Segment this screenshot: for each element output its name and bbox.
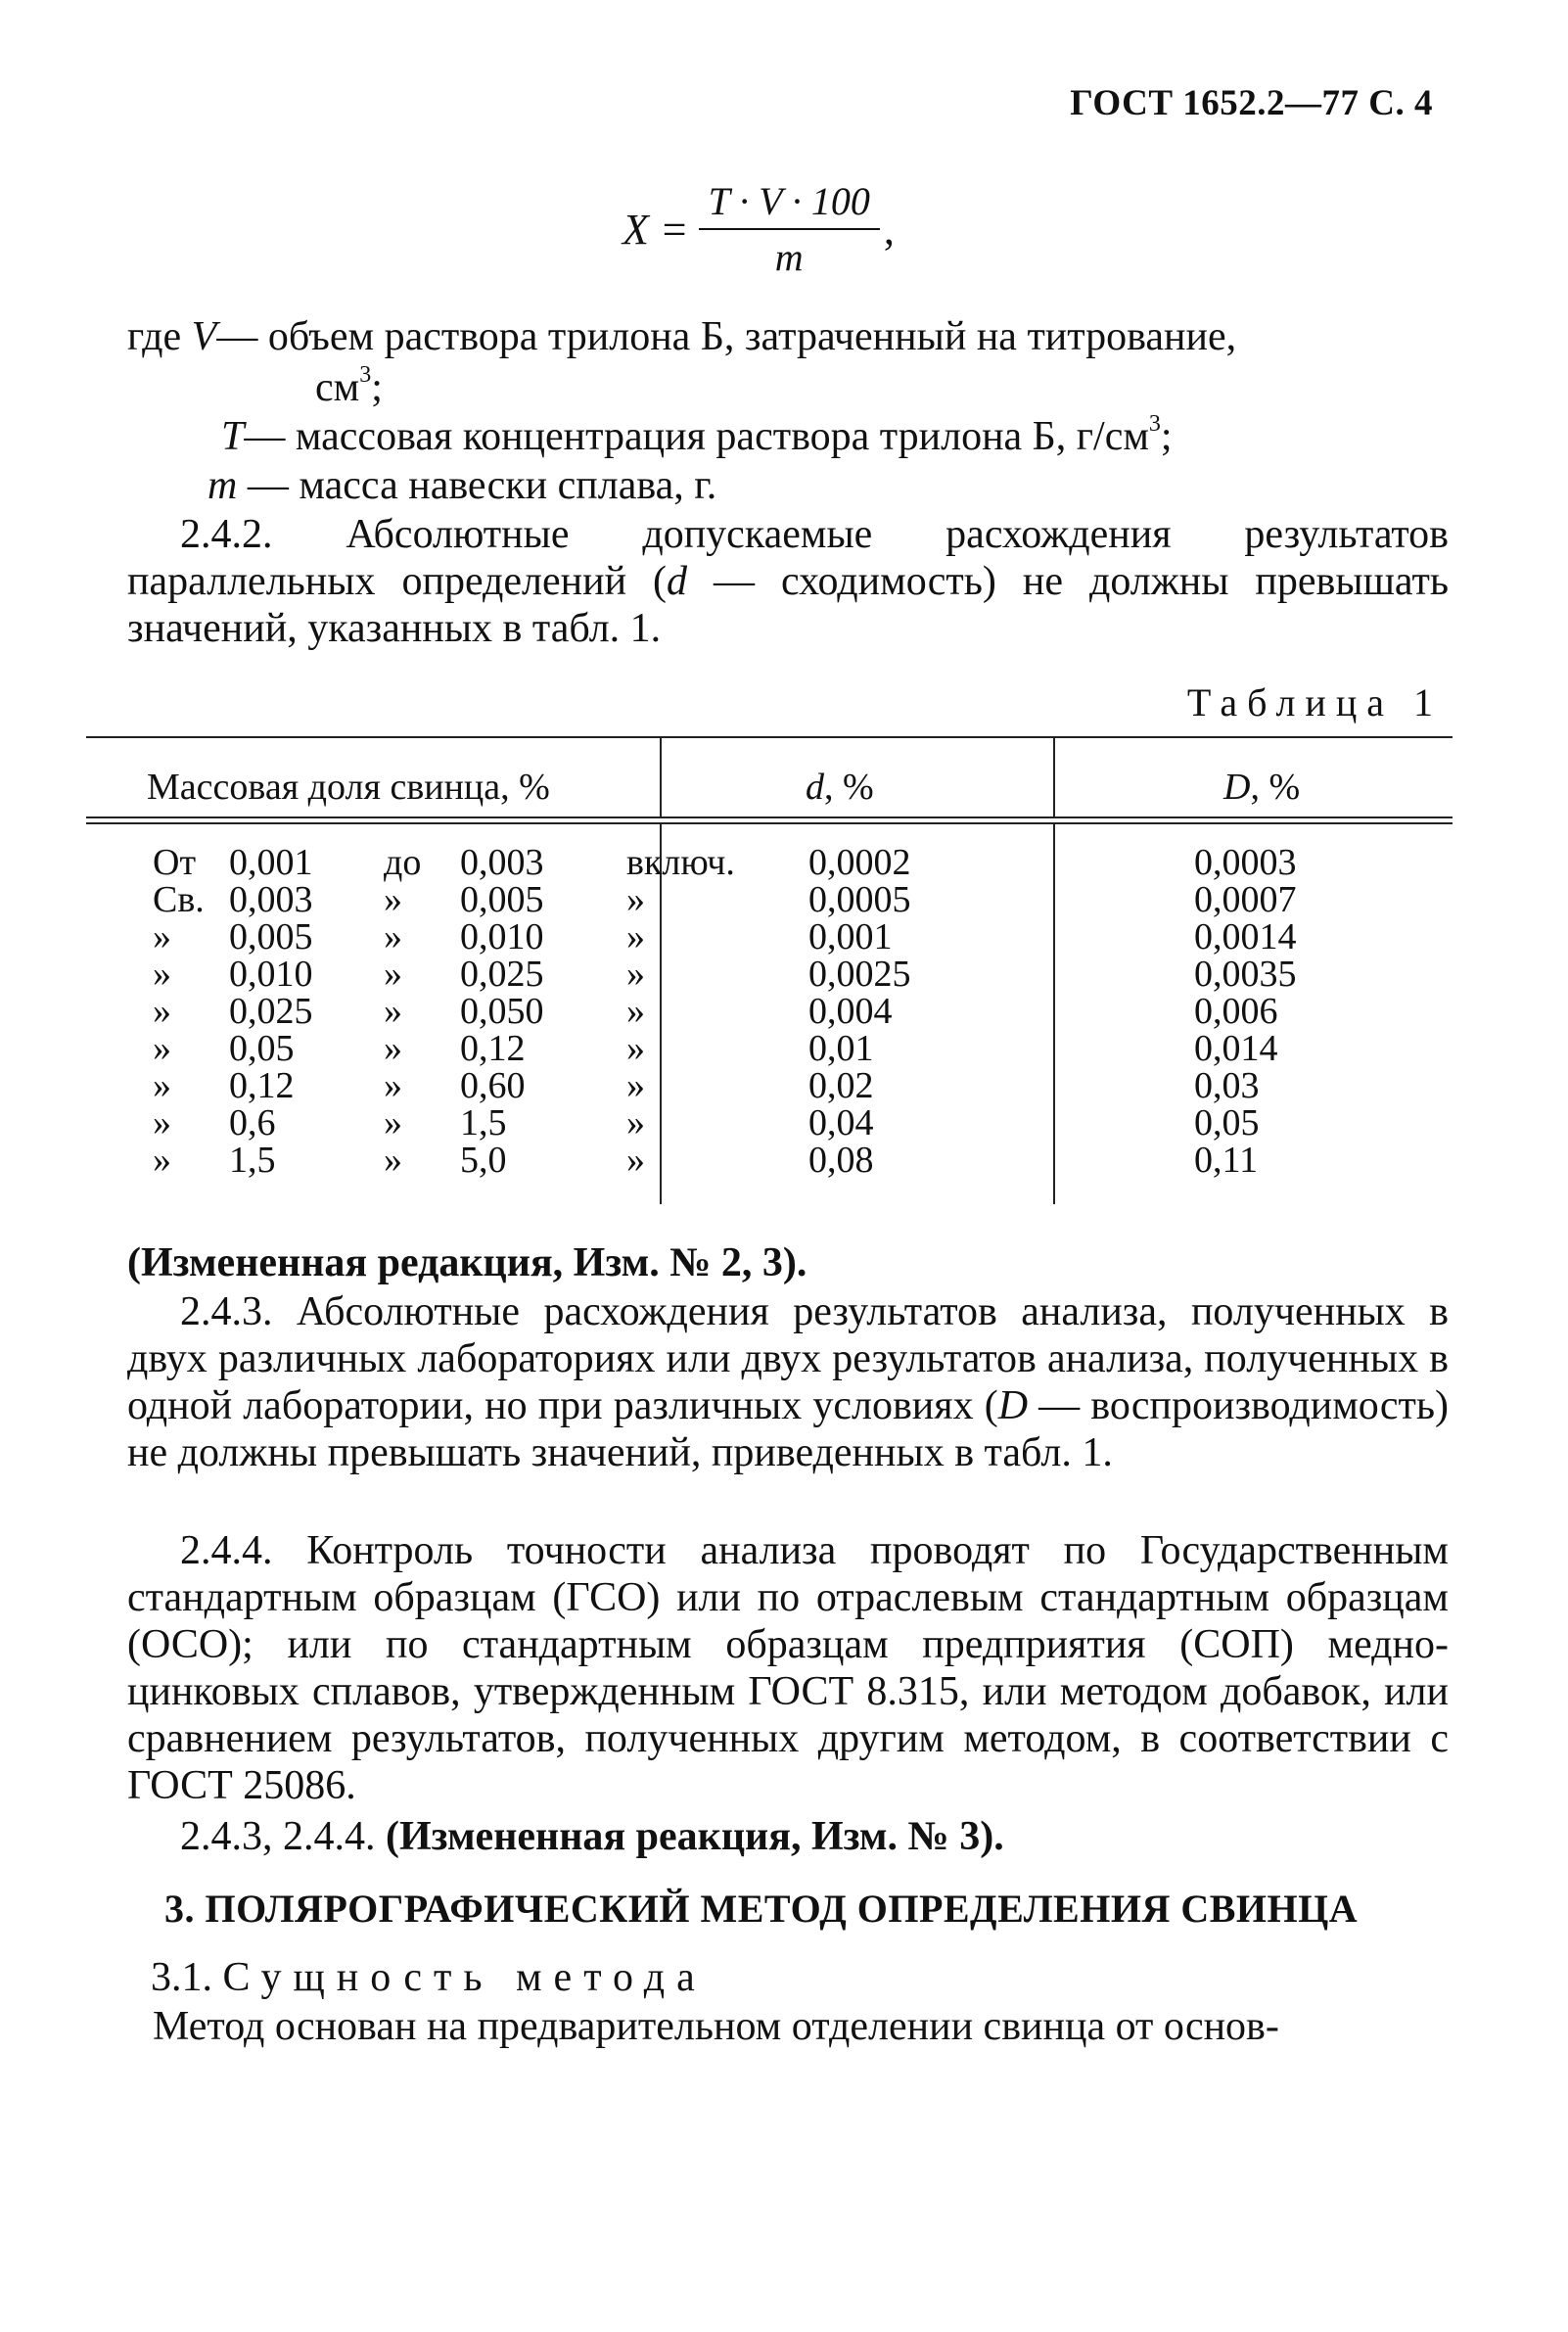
- range-end: »: [626, 991, 645, 1032]
- paragraph-2-4-4: 2.4.4. Контроль точности анализа проводят по Государственным стандартным образцам (ГСО) или по отраслевым стандартным образцам (ОСО); или по стандартным образцам предприятия (СОП) медно-цинковых сплавов, утвержденным ГОСТ 8.315, или методом добавок, или сравнением результатов, полученных другим методом, в соответствии с ГОСТ 25086.: [127, 1528, 1449, 1808]
- range-from: 0,12: [229, 1065, 295, 1106]
- range-from: 0,6: [229, 1102, 276, 1143]
- table-row-range: [153, 1142, 720, 1179]
- range-end: »: [626, 954, 645, 995]
- definition-t: T— массовая концентрация раствора трилона Б, $г/см^3$;: [221, 411, 1173, 459]
- range-mid: »: [384, 916, 402, 957]
- paragraph-3-1: Метод основан на предварительном отделении свинца от основ-: [153, 2004, 1279, 2049]
- table-cell-d: 0,01: [808, 1028, 874, 1069]
- table-cell-d: 0,0005: [808, 879, 911, 920]
- range-mid: »: [384, 991, 402, 1032]
- range-a: »: [153, 1065, 171, 1106]
- definition-dash: —: [244, 414, 286, 459]
- definition-symbol: m: [208, 463, 238, 508]
- table-header-D: D, %: [1223, 767, 1301, 808]
- table-cell-d: 0,004: [808, 991, 893, 1032]
- table-cell-D: 0,03: [1194, 1065, 1260, 1106]
- table-row-range: [153, 993, 720, 1030]
- table-cell-D: 0,05: [1194, 1102, 1260, 1143]
- table-vline-1a: [660, 736, 662, 816]
- range-from: 1,5: [229, 1140, 276, 1181]
- definition-text: объем раствора трилона Б, затраченный на титрование,: [267, 314, 1237, 359]
- range-to: 0,12: [460, 1028, 526, 1069]
- range-to: 0,005: [460, 879, 544, 920]
- range-end: включ.: [626, 842, 735, 883]
- table-column-D: [1194, 844, 1488, 1179]
- range-end: »: [626, 879, 645, 920]
- range-mid: »: [384, 954, 402, 995]
- range-end: »: [626, 1028, 645, 1069]
- table-cell-d: 0,08: [808, 1140, 874, 1181]
- range-from: 0,003: [229, 879, 313, 920]
- range-to: 0,010: [460, 916, 544, 957]
- page-header: ГОСТ 1652.2—77 С. 4: [1070, 83, 1433, 123]
- formula-denominator: m: [774, 235, 804, 279]
- range-to: 1,5: [460, 1102, 507, 1143]
- edit-note-1: (Измененная редакция, Изм. № 2, 3).: [127, 1240, 807, 1285]
- table-header-d: d, %: [806, 767, 874, 808]
- range-a: »: [153, 954, 171, 995]
- range-from: 0,025: [229, 991, 313, 1032]
- range-end: »: [626, 1102, 645, 1143]
- range-from: 0,001: [229, 842, 313, 883]
- table-header-mass-fraction: Массовая доля свинца, %: [147, 767, 550, 808]
- table-header-rule-2: [86, 822, 1453, 824]
- table-cell-D: 0,0003: [1194, 842, 1297, 883]
- range-a: »: [153, 1028, 171, 1069]
- range-mid: »: [384, 879, 402, 920]
- range-end: »: [626, 1065, 645, 1106]
- table-cell-D: 0,0007: [1194, 879, 1297, 920]
- table-column-d: [808, 844, 1102, 1179]
- range-a: »: [153, 1140, 171, 1181]
- table-cell-D: 0,11: [1194, 1140, 1259, 1181]
- range-end: »: [626, 1140, 645, 1181]
- range-from: 0,05: [229, 1028, 295, 1069]
- table-cell-D: 0,006: [1194, 991, 1278, 1032]
- range-to: 5,0: [460, 1140, 507, 1181]
- definition-symbol: V: [191, 314, 217, 359]
- definition-prefix: где: [127, 314, 182, 359]
- range-mid: »: [384, 1102, 402, 1143]
- range-a: Св.: [153, 879, 205, 920]
- definition-dash: —: [247, 463, 289, 508]
- formula-fraction: [699, 178, 880, 280]
- definition-symbol: T: [221, 414, 245, 459]
- range-from: 0,010: [229, 954, 313, 995]
- table-row-range: [153, 956, 720, 993]
- definition-text: масса навески сплава, г.: [299, 463, 717, 508]
- definition-v-continuation: $см^3$;: [315, 362, 383, 410]
- paragraph-2-4-3: 2.4.3. Абсолютные расхождения результатов анализа, полученных в двух различных лабораториях или двух результатов анализа, полученных в одной лаборатории, но при различных условиях (D — воспроизводимость) не должны превышать значений, приведенных в табл. 1.: [127, 1289, 1449, 1475]
- definition-v: [127, 313, 1236, 360]
- range-mid: »: [384, 1028, 402, 1069]
- table-caption: Таблица 1: [1186, 680, 1443, 724]
- range-a: »: [153, 991, 171, 1032]
- table-cell-d: 0,0025: [808, 954, 911, 995]
- range-a: От: [153, 842, 197, 883]
- table-row-range: [153, 1067, 720, 1104]
- formula-lhs: X =: [623, 205, 689, 254]
- table-cell-d: 0,0002: [808, 842, 911, 883]
- subsection-3-1-title: 3.1. Сущность метода: [151, 1955, 707, 2000]
- definition-dash: —: [216, 314, 258, 359]
- range-mid: до: [384, 842, 422, 883]
- formula-comma: ,: [883, 205, 895, 254]
- range-a: »: [153, 1102, 171, 1143]
- range-to: 0,003: [460, 842, 544, 883]
- range-end: »: [626, 916, 645, 957]
- table-row-range: [153, 918, 720, 956]
- table-header-rule-1: [86, 816, 1453, 818]
- range-mid: »: [384, 1140, 402, 1181]
- range-to: 0,050: [460, 991, 544, 1032]
- range-to: 0,025: [460, 954, 544, 995]
- table-row-range: [153, 842, 735, 883]
- section-3-title: 3. ПОЛЯРОГРАФИЧЕСКИЙ МЕТОД ОПРЕДЕЛЕНИЯ СВИНЦА: [164, 1887, 1359, 1931]
- formula: [623, 178, 895, 280]
- table-cell-D: 0,014: [1194, 1028, 1278, 1069]
- table-cell-D: 0,0035: [1194, 954, 1297, 995]
- range-mid: »: [384, 1065, 402, 1106]
- paragraph-2-4-2: 2.4.2. Абсолютные допускаемые расхождения результатов параллельных определений (d — сходимость) не должны превышать значений, указанных в табл. 1.: [127, 512, 1449, 651]
- table-cell-d: 0,001: [808, 916, 893, 957]
- range-from: 0,005: [229, 916, 313, 957]
- table-row-range: [153, 1104, 720, 1142]
- table-cell-d: 0,02: [808, 1065, 874, 1106]
- table-cell-d: 0,04: [808, 1102, 874, 1143]
- table-row-range: [153, 1030, 720, 1067]
- table-row-range: [153, 881, 720, 918]
- table-cell-D: 0,0014: [1194, 916, 1297, 957]
- definition-text: массовая концентрация раствора трилона Б, г/см: [295, 414, 1149, 459]
- range-a: »: [153, 916, 171, 957]
- range-to: 0,60: [460, 1065, 526, 1106]
- formula-numerator: T · V · 100: [699, 178, 880, 230]
- table-top-rule: [86, 736, 1453, 738]
- edit-note-2: 2.4.3, 2.4.4. (Измененная реакция, Изм. № 3).: [180, 1814, 1004, 1859]
- table-vline-2a: [1053, 736, 1055, 816]
- table-column-mass-fraction: [153, 842, 735, 1181]
- definition-m: [208, 462, 716, 509]
